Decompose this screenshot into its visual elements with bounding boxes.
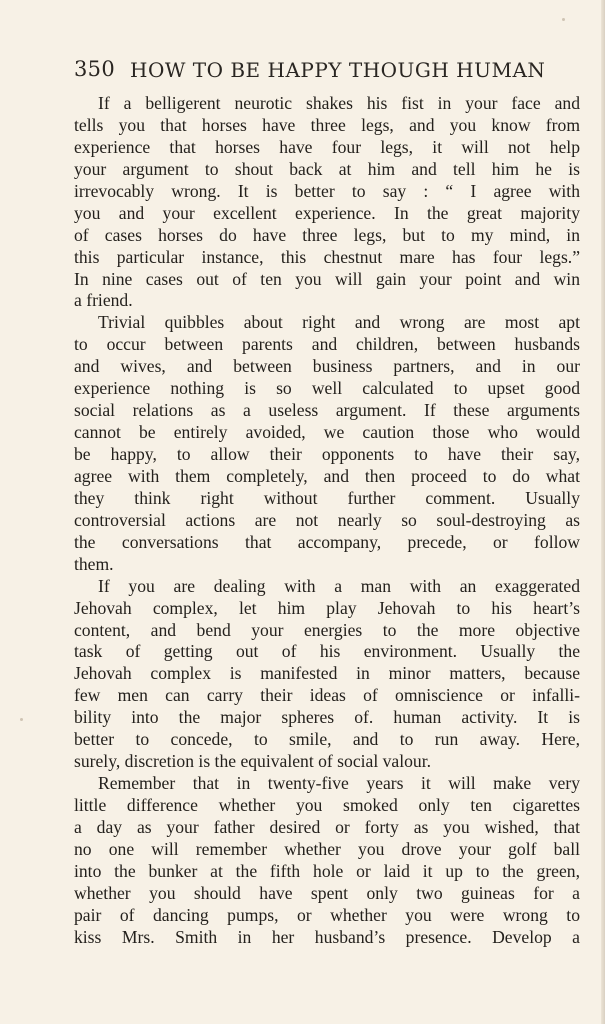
paragraph <box>74 312 580 575</box>
text-line: you and your excellent experience. In the great majority <box>74 202 580 223</box>
text-line: this particular instance, this chestnut mare has four legs.” <box>74 246 580 267</box>
text-line: content, and bend your energies to the more objective <box>74 619 580 640</box>
text-line: cannot be entirely avoided, we caution those who would <box>74 422 580 443</box>
text-line: and wives, and between business partners, and in our <box>74 356 580 377</box>
page-number: 350 <box>74 57 115 81</box>
text-line: Remember that in twenty-five years it will make very <box>98 773 580 794</box>
text-line: a day as your father desired or forty as you wished, that <box>74 816 580 837</box>
text-line: Jehovah complex, let him play Jehovah to his heart’s <box>74 597 580 618</box>
page-header <box>74 57 580 87</box>
paragraph <box>74 93 580 312</box>
text-line: better to concede, to smile, and to run away. Here, <box>74 729 580 750</box>
text-line: surely, discretion is the equivalent of social valour. <box>74 751 431 772</box>
text-line: into the bunker at the fifth hole or laid it up to the green, <box>74 860 580 881</box>
text-line: few men can carry their ideas of omniscience or infalli- <box>74 685 580 706</box>
text-line: be happy, to allow their opponents to have their say, <box>74 444 580 464</box>
page-edge <box>601 0 605 1024</box>
text-line: In nine cases out of ten you will gain your point and win <box>74 268 580 289</box>
text-line: experience nothing is so well calculated to upset good <box>74 378 580 399</box>
text-line: to occur between parents and children, between husbands <box>74 334 580 355</box>
text-line: the conversations that accompany, precede, or follow <box>74 531 580 552</box>
text-line: Jehovah complex is manifested in minor matters, because <box>74 663 580 684</box>
text-line: Trivial quibbles about right and wrong are most apt <box>98 312 580 333</box>
text-line: no one will remember whether you drove your golf ball <box>74 838 580 859</box>
body-text <box>74 93 580 949</box>
running-title: HOW TO BE HAPPY THOUGH HUMAN <box>130 58 546 82</box>
text-line: irrevocably wrong. It is better to say : “ I agree with <box>74 180 580 201</box>
paragraph <box>74 773 580 949</box>
paragraph <box>74 576 580 773</box>
text-line: a friend. <box>74 290 133 311</box>
paper-speck <box>562 18 565 21</box>
text-line: bility into the major spheres of. human activity. It is <box>74 707 580 728</box>
text-line: If a belligerent neurotic shakes his fist in your face and <box>98 93 580 113</box>
text-line: agree with them completely, and then proceed to do what <box>74 465 580 486</box>
text-line: controversial actions are not nearly so soul-destroying as <box>74 509 580 530</box>
text-line: them. <box>74 553 114 574</box>
text-line: of cases horses do have three legs, but to my mind, in <box>74 224 580 245</box>
text-line: whether you should have spent only two guineas for a <box>74 882 580 903</box>
text-line: social relations as a useless argument. If these arguments <box>74 400 580 421</box>
text-line: experience that horses have four legs, it will not help <box>74 136 580 157</box>
text-line: your argument to shout back at him and tell him he is <box>74 158 580 179</box>
text-line: they think right without further comment. Usually <box>74 487 580 508</box>
text-line: tells you that horses have three legs, and you know from <box>74 114 580 135</box>
text-line: pair of dancing pumps, or whether you were wrong to <box>74 904 580 925</box>
text-line: little difference whether you smoked only ten cigarettes <box>74 795 580 815</box>
text-line: task of getting out of his environment. Usually the <box>74 641 580 662</box>
paper-speck <box>20 718 23 721</box>
text-line: If you are dealing with a man with an exaggerated <box>98 575 580 596</box>
text-line: kiss Mrs. Smith in her husband’s presence. Develop a <box>74 926 580 947</box>
